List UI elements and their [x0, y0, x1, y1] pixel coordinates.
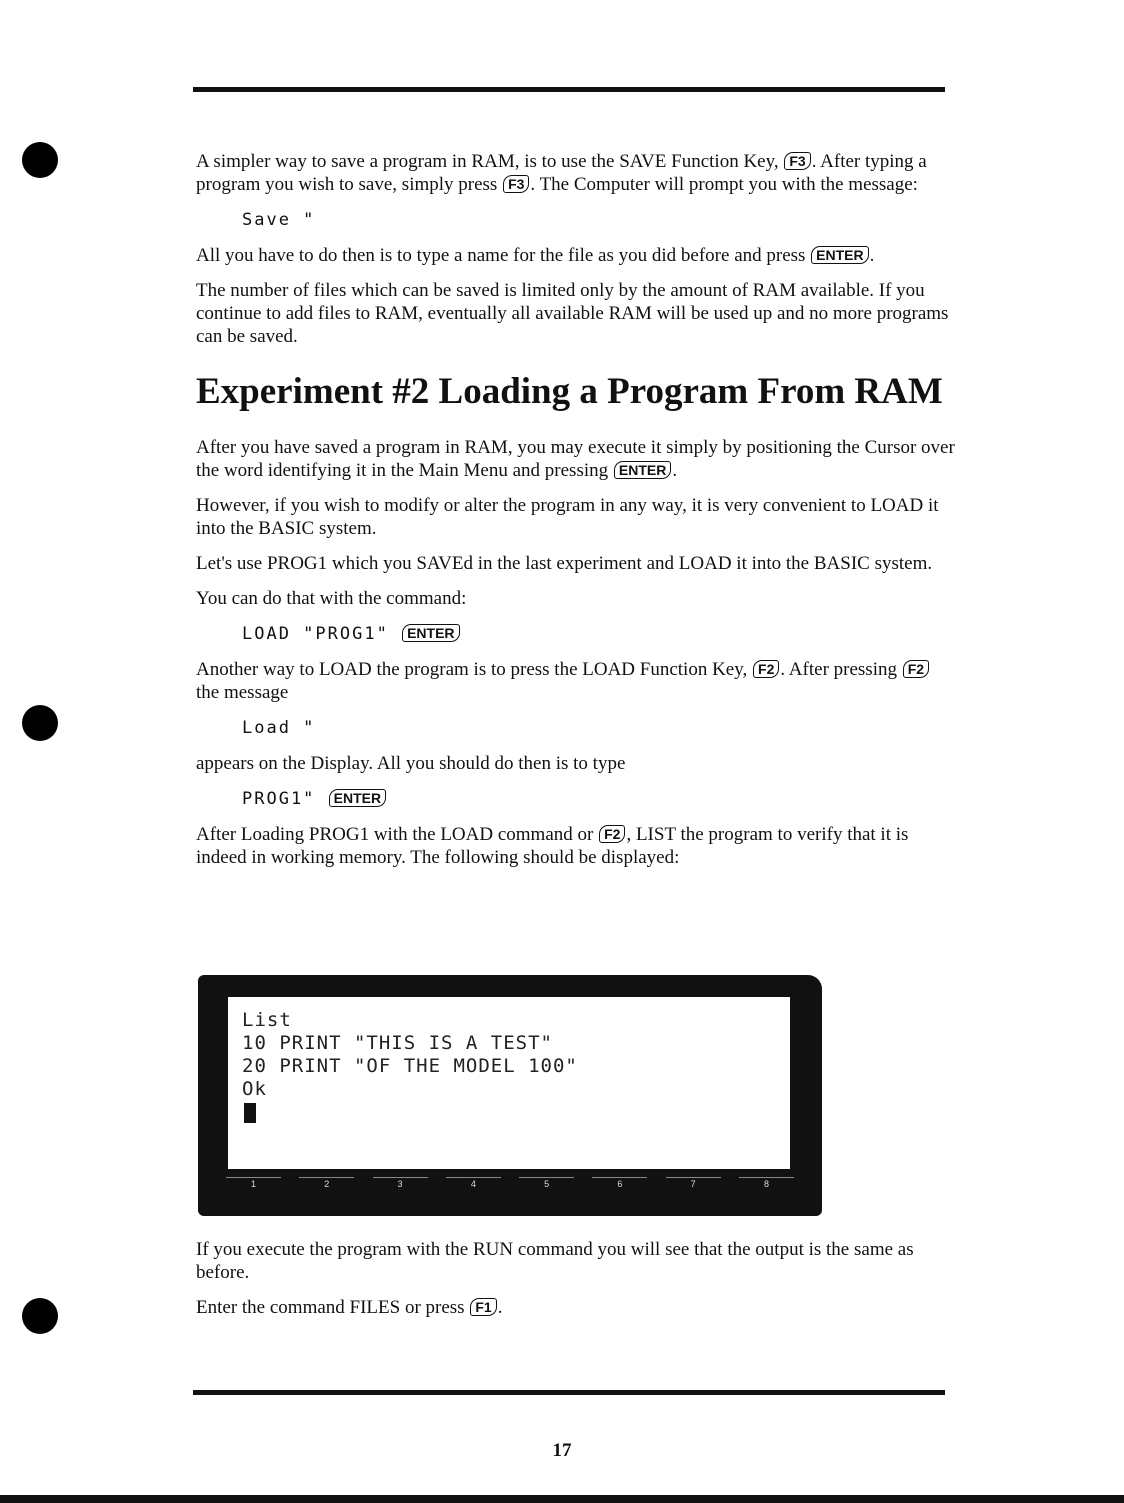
- page-content: [196, 150, 956, 881]
- prog-command: PROG1" ENTER: [242, 787, 956, 811]
- display-area: [228, 997, 790, 1169]
- section-paragraph-5: Another way to LOAD the program is to press the LOAD Function Key, F2 . After pressing F2 the message: [196, 658, 956, 704]
- bottom-rule: [193, 1390, 945, 1395]
- section-paragraph-2: However, if you wish to modify or alter the program in any way, it is very convenient to LOAD it into the BASIC system.: [196, 495, 939, 539]
- scan-edge: [0, 1495, 1124, 1503]
- intro-paragraph-3: The number of files which can be saved is limited only by the amount of RAM available. If you continue to add files to RAM, eventually all available RAM will be used up and no more programs can be saved.: [196, 280, 949, 347]
- load-prompt: Load ": [242, 718, 316, 738]
- section-heading: Experiment #2 Loading a Program From RAM: [196, 371, 943, 412]
- f3-key-icon: F3: [784, 152, 810, 170]
- section-paragraph-3: Let's use PROG1 which you SAVEd in the last experiment and LOAD it into the BASIC system.: [196, 553, 933, 574]
- section-paragraph-6: appears on the Display. All you should do then is to type: [196, 753, 626, 774]
- screen-line: Ok: [242, 1078, 267, 1100]
- intro-paragraph-1: A simpler way to save a program in RAM, is to use the SAVE Function Key, F3 . After typing a program you wish to save, simply press F3 . The Computer will prompt you with the message:: [196, 151, 927, 195]
- binder-hole-bottom: [22, 1298, 58, 1334]
- enter-key-icon: ENTER: [614, 461, 671, 479]
- f2-key-icon: F2: [903, 660, 929, 678]
- f1-key-icon: F1: [470, 1298, 496, 1316]
- page-number: 17: [552, 1440, 572, 1461]
- fkey-label: 1: [226, 1177, 281, 1193]
- fkey-label: 4: [446, 1177, 501, 1193]
- fkey-label: 7: [666, 1177, 721, 1193]
- f3-key-icon: F3: [503, 175, 529, 193]
- fkey-label: 3: [373, 1177, 428, 1193]
- binder-hole-top: [22, 142, 58, 178]
- enter-key-icon: ENTER: [811, 246, 868, 264]
- save-prompt: Save ": [242, 210, 316, 230]
- enter-key-icon: ENTER: [402, 624, 459, 642]
- display-screen: [198, 975, 822, 1216]
- f2-key-icon: F2: [753, 660, 779, 678]
- closing-paragraph-2: Enter the command FILES or press F1 .: [196, 1297, 503, 1318]
- fkey-label: 6: [592, 1177, 647, 1193]
- screen-line: 10 PRINT "THIS IS A TEST": [242, 1032, 553, 1054]
- binder-hole-middle: [22, 705, 58, 741]
- f2-key-icon: F2: [599, 825, 625, 843]
- intro-paragraph-2: All you have to do then is to type a name for the file as you did before and press ENTER .: [196, 245, 875, 266]
- top-rule: [193, 87, 945, 92]
- cursor-block: [244, 1103, 256, 1123]
- closing-paragraph-1: If you execute the program with the RUN command you will see that the output is the same as before.: [196, 1239, 914, 1283]
- section-paragraph-4: You can do that with the command:: [196, 588, 467, 609]
- load-command: LOAD "PROG1" ENTER: [242, 622, 956, 646]
- screen-line: 20 PRINT "OF THE MODEL 100": [242, 1055, 578, 1077]
- screen-line: List: [242, 1009, 292, 1031]
- function-key-labels: [226, 1177, 794, 1193]
- fkey-label: 8: [739, 1177, 794, 1193]
- fkey-label: 5: [519, 1177, 574, 1193]
- enter-key-icon: ENTER: [329, 789, 386, 807]
- fkey-label: 2: [299, 1177, 354, 1193]
- section-paragraph-7: After Loading PROG1 with the LOAD command or F2 , LIST the program to verify that it is indeed in working memory. The following should be displayed:: [196, 824, 909, 868]
- section-paragraph-1: After you have saved a program in RAM, you may execute it simply by positioning the Cursor over the word identifying it in the Main Menu and pressing ENTER .: [196, 437, 955, 481]
- closing-content: [196, 1238, 956, 1331]
